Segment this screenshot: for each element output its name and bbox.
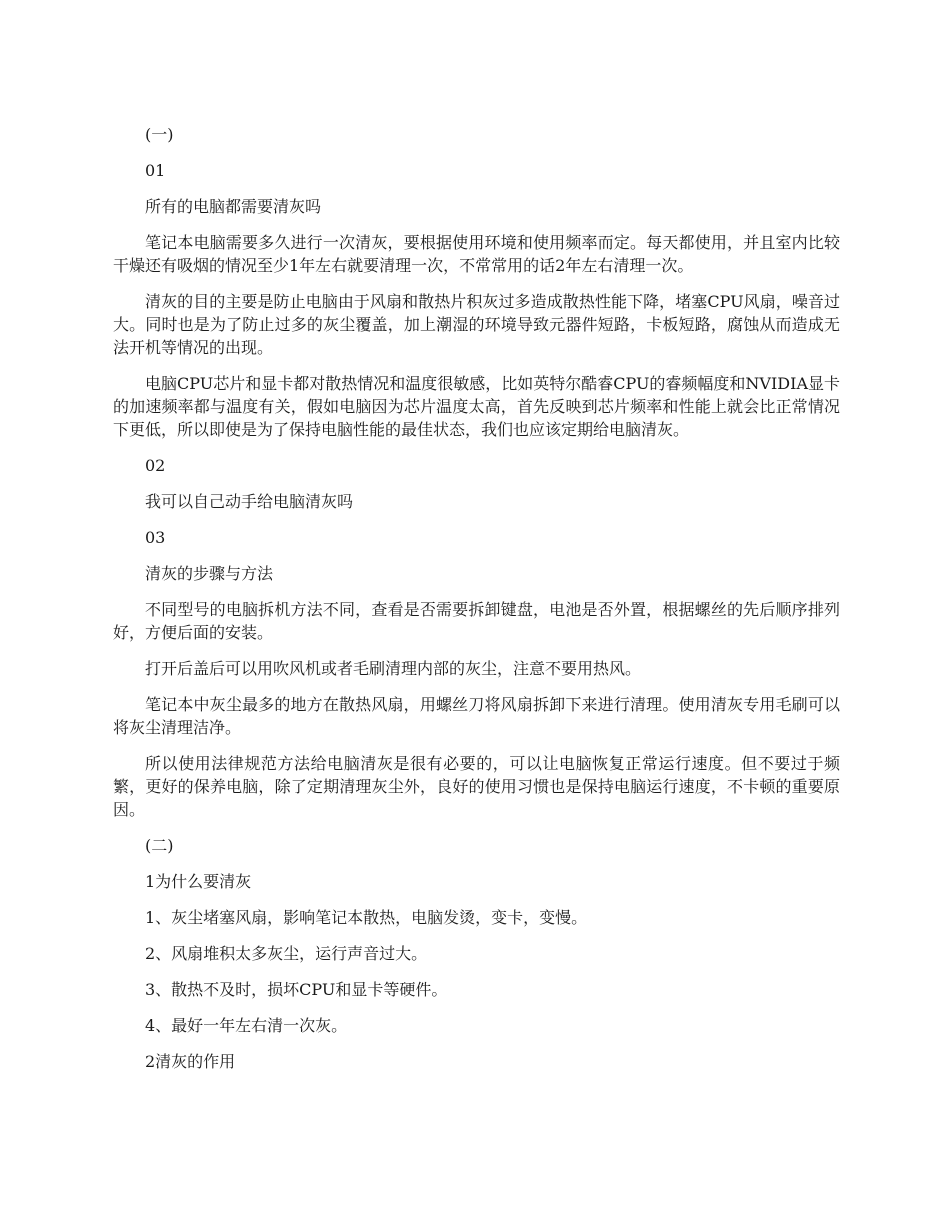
list-item-1: 1、灰尘堵塞风扇，影响笔记本散热，电脑发烫，变卡，变慢。: [145, 908, 588, 927]
heading-cleaning-effect: 2清灰的作用: [145, 1052, 236, 1071]
heading-steps-methods: 清灰的步骤与方法: [145, 564, 274, 583]
paragraph-disassembly: 不同型号的电脑拆机方法不同，查看是否需要拆卸键盘，电池是否外置，根据螺丝的先后顺序排列好，方便后面的安装。: [113, 600, 840, 642]
heading-why-clean: 1为什么要清灰: [145, 872, 252, 891]
list-item-4: 4、最好一年左右清一次灰。: [145, 1016, 348, 1035]
heading-number-02: 02: [145, 456, 166, 475]
list-item-2: 2、风扇堆积太多灰尘，运行声音过大。: [145, 944, 428, 963]
paragraph-fan-cleaning: 笔记本中灰尘最多的地方在散热风扇，用螺丝刀将风扇拆卸下来进行清理。使用清灰专用毛刷可以将灰尘清理洁净。: [113, 695, 840, 737]
heading-need-cleaning: 所有的电脑都需要清灰吗: [145, 197, 322, 216]
paragraph-temperature-sensitivity: 电脑CPU芯片和显卡都对散热情况和温度很敏感，比如英特尔酷睿CPU的睿频幅度和NVIDIA显卡的加速频率都与温度有关，假如电脑因为芯片温度太高，首先反映到芯片频率和性能上就会比正常情况下更低，所以即使是为了保持电脑性能的最佳状态，我们也应该定期给电脑清灰。: [113, 374, 841, 439]
list-item-3: 3、散热不及时，损坏CPU和显卡等硬件。: [145, 980, 448, 999]
heading-diy-cleaning: 我可以自己动手给电脑清灰吗: [145, 492, 354, 511]
section-marker-2: (二): [145, 836, 174, 855]
heading-number-03: 03: [145, 528, 166, 547]
paragraph-cleaning-frequency: 笔记本电脑需要多久进行一次清灰，要根据使用环境和使用频率而定。每天都使用，并且室内比较干燥还有吸烟的情况至少1年左右就要清理一次，不常常用的话2年左右清理一次。: [113, 233, 840, 275]
paragraph-blow-dust: 打开后盖后可以用吹风机或者毛刷清理内部的灰尘，注意不要用热风。: [145, 659, 642, 678]
section-marker-1: (一): [145, 125, 174, 144]
paragraph-conclusion: 所以使用法律规范方法给电脑清灰是很有必要的，可以让电脑恢复正常运行速度。但不要过于频繁，更好的保养电脑，除了定期清理灰尘外，良好的使用习惯也是保持电脑运行速度，不卡顿的重要原因。: [113, 754, 840, 819]
heading-number-01: 01: [145, 161, 166, 180]
paragraph-cleaning-purpose: 清灰的目的主要是防止电脑由于风扇和散热片积灰过多造成散热性能下降，堵塞CPU风扇，噪音过大。同时也是为了防止过多的灰尘覆盖，加上潮湿的环境导致元器件短路，卡板短路，腐蚀从而造成无法开机等情况的出现。: [113, 292, 840, 357]
